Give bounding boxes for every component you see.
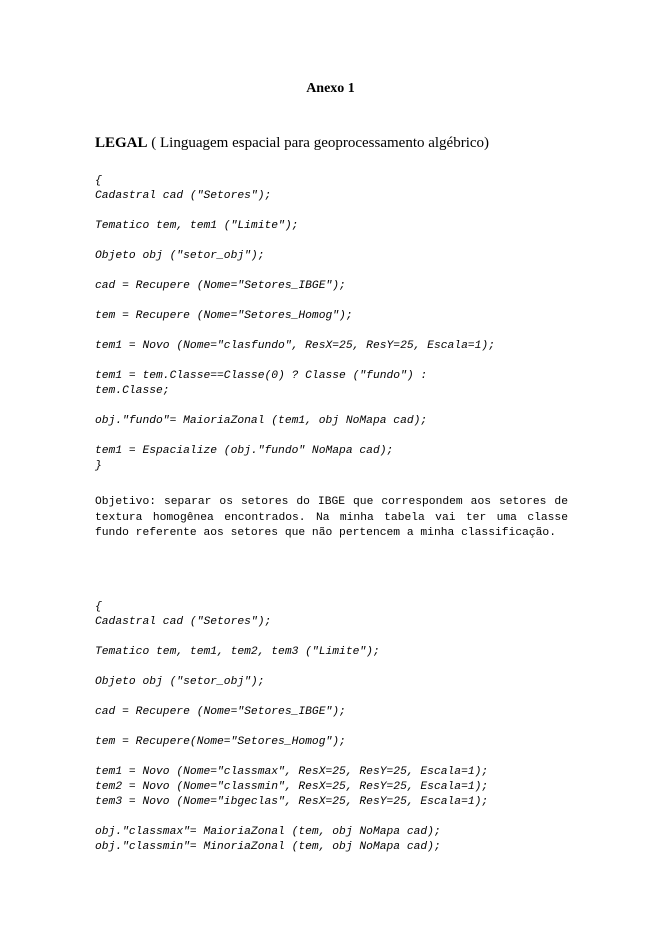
code-line: { bbox=[95, 175, 102, 187]
code-block-1 bbox=[95, 174, 495, 474]
code-line: } bbox=[95, 460, 102, 472]
code-line: Objeto obj ("setor_obj"); bbox=[95, 676, 265, 688]
heading-rest: ( Linguagem espacial para geoprocessamento algébrico) bbox=[147, 135, 490, 151]
blank-line bbox=[95, 294, 495, 309]
blank-line bbox=[95, 690, 488, 705]
code-line: Tematico tem, tem1, tem2, tem3 ("Limite"); bbox=[95, 646, 380, 658]
code-line: obj."classmin"= MinoriaZonal (tem, obj NoMapa cad); bbox=[95, 841, 441, 853]
code-line: tem1 = Novo (Nome="classmax", ResX=25, ResY=25, Escala=1); bbox=[95, 766, 489, 778]
blank-line bbox=[95, 204, 495, 219]
code-line: Tematico tem, tem1 ("Limite"); bbox=[95, 220, 299, 232]
code-line: obj."classmax"= MaioriaZonal (tem, obj NoMapa cad); bbox=[95, 826, 441, 838]
code-line: cad = Recupere (Nome="Setores_IBGE"); bbox=[95, 280, 346, 292]
code-line: tem = Recupere (Nome="Setores_Homog"); bbox=[95, 310, 353, 322]
blank-line bbox=[95, 354, 495, 369]
code-line: tem.Classe; bbox=[95, 385, 170, 397]
code-line: Cadastral cad ("Setores"); bbox=[95, 616, 272, 628]
blank-line bbox=[95, 810, 488, 825]
code-line: { bbox=[95, 601, 102, 613]
code-line: cad = Recupere (Nome="Setores_IBGE"); bbox=[95, 706, 346, 718]
code-line: Cadastral cad ("Setores"); bbox=[95, 190, 272, 202]
blank-line bbox=[95, 264, 495, 279]
blank-line bbox=[95, 750, 488, 765]
blank-line bbox=[95, 429, 495, 444]
code-line: tem2 = Novo (Nome="classmin", ResX=25, ResY=25, Escala=1); bbox=[95, 781, 489, 793]
page-title: Anexo 1 bbox=[306, 81, 355, 96]
code-line: Objeto obj ("setor_obj"); bbox=[95, 250, 265, 262]
blank-line bbox=[95, 399, 495, 414]
section-heading bbox=[95, 134, 489, 152]
code-line: tem3 = Novo (Nome="ibgeclas", ResX=25, ResY=25, Escala=1); bbox=[95, 796, 489, 808]
code-block-2 bbox=[95, 600, 488, 855]
blank-line bbox=[95, 720, 488, 735]
blank-line bbox=[95, 660, 488, 675]
code-line: tem1 = tem.Classe==Classe(0) ? Classe ("fundo") : bbox=[95, 370, 428, 382]
blank-line bbox=[95, 234, 495, 249]
code-line: tem = Recupere(Nome="Setores_Homog"); bbox=[95, 736, 346, 748]
code-line: tem1 = Novo (Nome="clasfundo", ResX=25, ResY=25, Escala=1); bbox=[95, 340, 495, 352]
objective-paragraph: Objetivo: separar os setores do IBGE que correspondem aos setores de textura homogênea encontrados. Na minha tabela vai ter uma classe fundo referente aos setores que não pertencem a minha classificação. bbox=[95, 496, 568, 539]
code-line: obj."fundo"= MaioriaZonal (tem1, obj NoMapa cad); bbox=[95, 415, 428, 427]
blank-line bbox=[95, 324, 495, 339]
code-line: tem1 = Espacialize (obj."fundo" NoMapa cad); bbox=[95, 445, 394, 457]
heading-bold: LEGAL bbox=[95, 135, 148, 151]
blank-line bbox=[95, 630, 488, 645]
